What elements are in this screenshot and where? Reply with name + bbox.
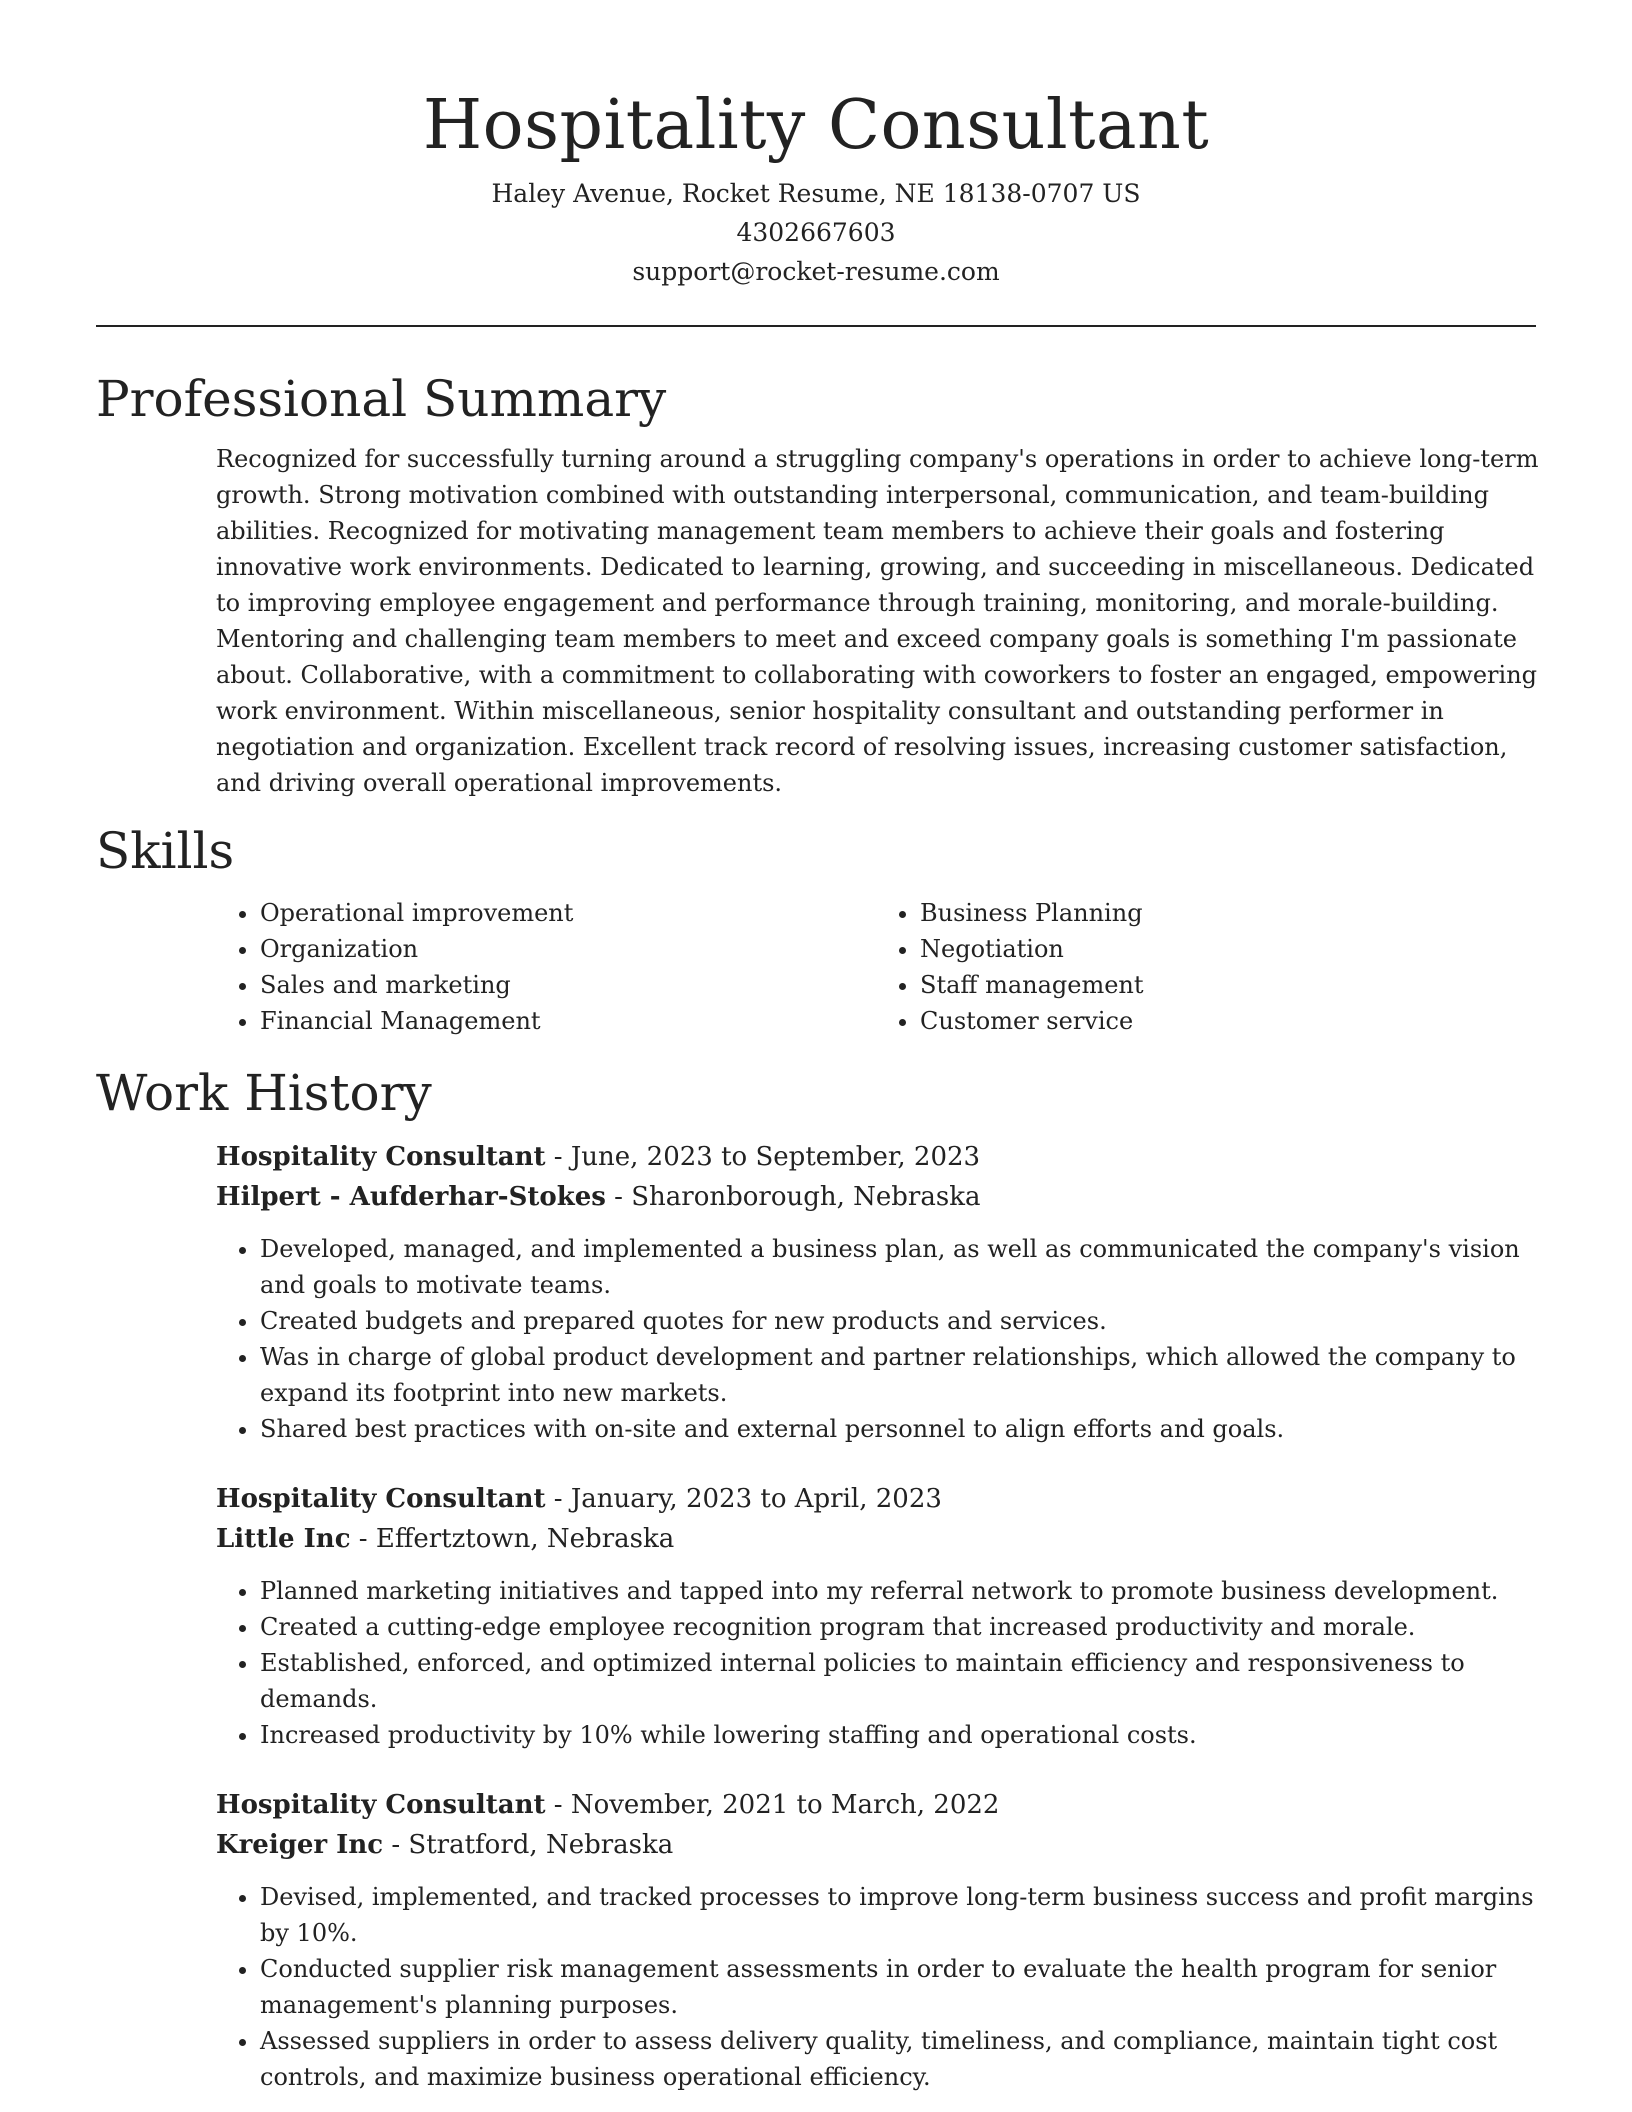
job-location: Sharonborough, Nebraska [631, 1182, 981, 1212]
job-bullet: • Increased productivity by 10% while lowering staffing and operational costs. [260, 1717, 1546, 1753]
resume-name: Hospitality Consultant [422, 86, 1210, 165]
contact-phone: 4302667603 [736, 218, 896, 247]
summary-heading: Professional Summary [96, 370, 667, 428]
job-bullet: • Assessed suppliers in order to assess delivery quality, timeliness, and compliance, maintain tight cost controls, and maximize business operational efficiency. [260, 2023, 1546, 2095]
skill-item: • Customer service [920, 1003, 1536, 1039]
separator: - [383, 1830, 409, 1860]
separator: - [545, 1142, 571, 1172]
separator: - [350, 1524, 376, 1554]
job-company-line [216, 1177, 1546, 1217]
separator: - [545, 1484, 571, 1514]
skills-heading: Skills [96, 822, 235, 880]
separator: - [605, 1182, 632, 1212]
job-company: Hilpert - Aufderhar-Stokes [216, 1182, 606, 1212]
contact-email: support@rocket-resume.com [632, 257, 1000, 286]
contact-address: Haley Avenue, Rocket Resume, NE 18138-0707 US [491, 179, 1141, 208]
skills-column-left [216, 895, 876, 1039]
job-role: Hospitality Consultant [216, 1790, 546, 1820]
job-company-line [216, 1519, 1546, 1559]
job-bullet: • Shared best practices with on-site and external personnel to align efforts and goals. [260, 1411, 1546, 1447]
skills-column-right [876, 895, 1536, 1039]
job-bullet: • Planned marketing initiatives and tapped into my referral network to promote business development. [260, 1573, 1546, 1609]
job-company-line [216, 1825, 1546, 1865]
job-bullet: • Conducted supplier risk management assessments in order to evaluate the health program for senior management's planning purposes. [260, 1951, 1546, 2023]
skill-item: • Financial Management [260, 1003, 876, 1039]
job-entry [216, 1479, 1546, 1753]
job-bullet: • Devised, implemented, and tracked processes to improve long-term business success and profit margins by 10%. [260, 1879, 1546, 1951]
job-dates: June, 2023 to September, 2023 [570, 1142, 981, 1172]
job-bullet: • Created budgets and prepared quotes for new products and services. [260, 1303, 1546, 1339]
skill-item: • Sales and marketing [260, 967, 876, 1003]
job-title-line [216, 1785, 1546, 1825]
job-title-line [216, 1137, 1546, 1177]
contact-block [96, 174, 1536, 291]
job-company: Kreiger Inc [216, 1830, 384, 1860]
skill-item: • Operational improvement [260, 895, 876, 931]
skill-item: • Staff management [920, 967, 1536, 1003]
summary-text: Recognized for successfully turning around a struggling company's operations in order to achieve long-term growth. Strong motivation combined with outstanding interpersonal, communication, and team-building abilities. Recognized for motivating management team members to achieve their goals and fostering innovative work environments. Dedicated to learning, growing, and succeeding in miscellaneous. Dedicated to improving employee engagement and performance through training, monitoring, and morale-building. Mentoring and challenging team members to meet and exceed company goals is something I'm passionate about. Collaborative, with a commitment to collaborating with coworkers to foster an engaged, empowering work environment. Within miscellaneous, senior hospitality consultant and outstanding performer in negotiation and organization. Excellent track record of resolving issues, increasing customer satisfaction, and driving overall operational improvements. [216, 445, 1539, 797]
job-location: Effertztown, Nebraska [375, 1524, 675, 1554]
skill-item: • Business Planning [920, 895, 1536, 931]
separator: - [545, 1790, 571, 1820]
job-bullet: • Was in charge of global product development and partner relationships, which allowed the company to expand its footprint into new markets. [260, 1339, 1546, 1411]
job-role: Hospitality Consultant [216, 1484, 546, 1514]
job-entry [216, 1137, 1546, 1447]
job-entry [216, 1785, 1546, 2095]
skills-list [216, 895, 1536, 1039]
skill-item: • Organization [260, 931, 876, 967]
job-dates: January, 2023 to April, 2023 [570, 1484, 942, 1514]
job-bullet: • Established, enforced, and optimized internal policies to maintain efficiency and responsiveness to demands. [260, 1645, 1546, 1717]
job-role: Hospitality Consultant [216, 1142, 546, 1172]
job-bullet: • Developed, managed, and implemented a business plan, as well as communicated the company's vision and goals to motivate teams. [260, 1231, 1546, 1303]
job-bullets [216, 1231, 1546, 1447]
job-bullet: • Created a cutting-edge employee recognition program that increased productivity and morale. [260, 1609, 1546, 1645]
job-company: Little Inc [216, 1524, 351, 1554]
job-location: Stratford, Nebraska [408, 1830, 674, 1860]
job-dates: November, 2021 to March, 2022 [570, 1790, 1000, 1820]
skill-item: • Negotiation [920, 931, 1536, 967]
header-divider [96, 325, 1536, 327]
job-title-line [216, 1479, 1546, 1519]
work-history-heading: Work History [96, 1064, 432, 1122]
job-bullets [216, 1573, 1546, 1753]
resume-page [96, 0, 1539, 2095]
job-bullets [216, 1879, 1546, 2095]
